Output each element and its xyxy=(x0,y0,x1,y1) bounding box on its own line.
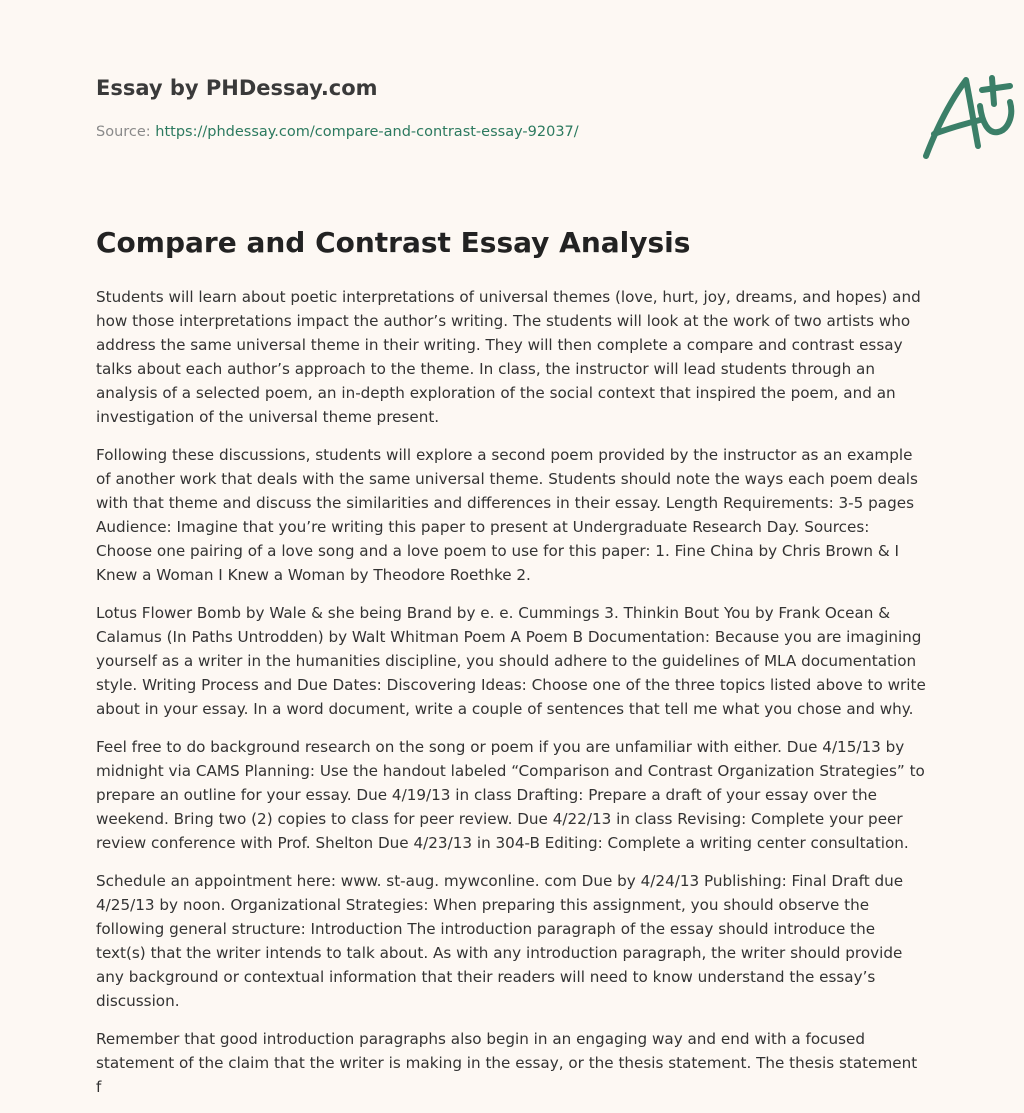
source-line xyxy=(96,124,579,140)
essay-paragraph: Remember that good introduction paragraphs also begin in an engaging way and end with a focused statement of the claim that the writer is making in the essay, or the thesis statement. The thesis statement f xyxy=(96,1030,918,1096)
a-plus-logo xyxy=(914,68,1024,164)
essay-paragraph: Feel free to do background research on the song or poem if you are unfamiliar with either. Due 4/15/13 by midnight via CAMS Planning: Use the handout labeled “Comparison and Contrast Organization Strategies” to prepare an outline for your essay. Due 4/19/13 in class Drafting: Prepare a draft of your essay over the weekend. Bring two (2) copies to class for peer review. Due 4/22/13 in class Revising: Complete your peer review conference with Prof. Shelton Due 4/23/13 in 304-B Editing: Complete a writing center consultation. xyxy=(96,738,925,852)
essay-paragraph: Schedule an appointment here: www. st-aug. mywconline. com Due by 4/24/13 Publishing: Final Draft due 4/25/13 by noon. Organizational Strategies: When preparing this assignment, you should observe the following general structure: Introduction The introduction paragraph of the essay should introduce the text(s) that the writer intends to talk about. As with any introduction paragraph, the writer should provide any background or contextual information that their readers will need to know understand the essay’s discussion. xyxy=(96,872,904,1010)
essay-paragraph: Lotus Flower Bomb by Wale & she being Brand by e. e. Cummings 3. Thinkin Bout You by Frank Ocean & Calamus (In Paths Untrodden) by Walt Whitman Poem A Poem B Documentation: Because you are imagining yourself as a writer in the humanities discipline, you should adhere to the guidelines of MLA documentation style. Writing Process and Due Dates: Discovering Ideas: Choose one of the three topics listed above to write about in your essay. In a word document, write a couple of sentences that tell me what you chose and why. xyxy=(96,604,926,718)
source-link[interactable]: https://phdessay.com/compare-and-contrast-essay-92037/ xyxy=(155,124,579,140)
essay-paragraph: Students will learn about poetic interpretations of universal themes (love, hurt, joy, dreams, and hopes) and how those interpretations impact the author’s writing. The students will look at the work of two artists who address the same universal theme in their writing. They will then complete a compare and contrast essay talks about each author’s approach to the theme. In class, the instructor will lead students through an analysis of a selected poem, an in-depth exploration of the social context that inspired the poem, and an investigation of the universal theme present. xyxy=(96,288,921,426)
essay-title: Compare and Contrast Essay Analysis xyxy=(96,226,691,259)
source-label: Source: xyxy=(96,124,156,140)
essay-paragraph: Following these discussions, students will explore a second poem provided by the instructor as an example of another work that deals with the same universal theme. Students should note the ways each poem deals with that theme and discuss the similarities and differences in their essay. Length Requirements: 3-5 pages Audience: Imagine that you’re writing this paper to present at Undergraduate Research Day. Sources: Choose one pairing of a love song and a love poem to use for this paper: 1. Fine China by Chris Brown & I Knew a Woman I Knew a Woman by Theodore Roethke 2. xyxy=(96,446,918,584)
essay-body xyxy=(96,285,926,1113)
site-title: Essay by PHDessay.com xyxy=(96,76,378,100)
